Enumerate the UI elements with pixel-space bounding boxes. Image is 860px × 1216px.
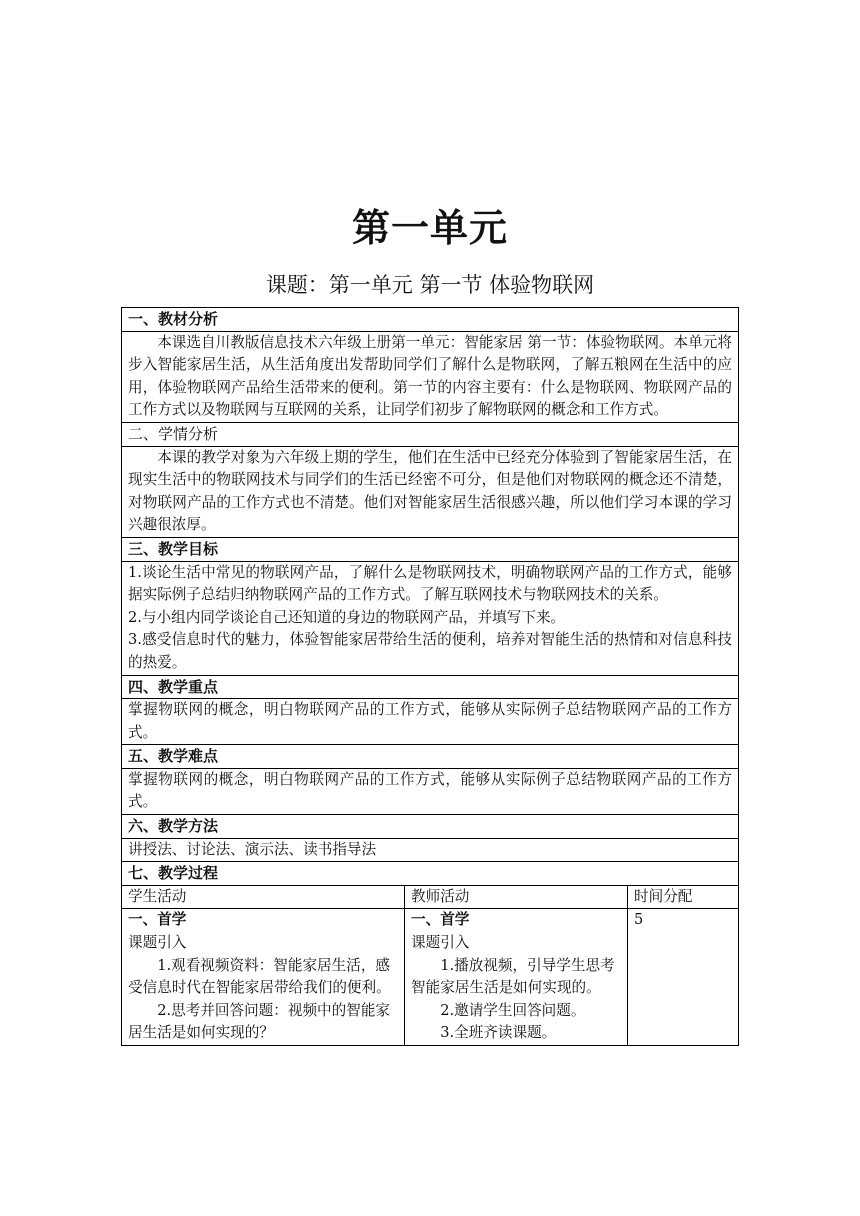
table-row bbox=[122, 561, 739, 675]
section-heading-teaching-goals: 三、教学目标 bbox=[122, 537, 739, 561]
page-title: 第一单元 bbox=[351, 205, 508, 250]
table-row bbox=[122, 699, 739, 745]
column-header-teacher-activity: 教师活动 bbox=[405, 885, 628, 909]
column-header-student-activity: 学生活动 bbox=[122, 885, 405, 909]
student-step-subtitle: 课题引入 bbox=[128, 934, 187, 952]
table-row bbox=[122, 768, 739, 814]
student-activity-cell bbox=[122, 909, 405, 1046]
student-step-title: 一、首学 bbox=[128, 911, 187, 929]
textbook-analysis-text: 本课选自川教版信息技术六年级上册第一单元：智能家居 第一节：体验物联网。本单元将步入智能家居生活，从生活角度出发帮助同学们了解什么是物联网，了解五粮网在生活中的应用，体验物联网产品给生活带来的便利。第一节的内容主要有：什么是物联网、物联网产品的工作方式以及物联网与互联网的关系，让同学们初步了解物联网的概念和工作方式。 bbox=[128, 333, 733, 419]
table-row bbox=[122, 815, 739, 839]
time-allocation-value: 5 bbox=[634, 911, 644, 929]
lesson-plan-table bbox=[121, 307, 739, 1046]
table-row bbox=[122, 909, 739, 1046]
section-heading-difficult-points: 五、教学难点 bbox=[122, 745, 739, 769]
section-body-methods bbox=[122, 838, 739, 862]
table-row bbox=[122, 838, 739, 862]
key-points-text: 掌握物联网的概念，明白物联网产品的工作方式，能够从实际例子总结物联网产品的工作方式。 bbox=[128, 701, 733, 741]
section-body-difficult-points bbox=[122, 768, 739, 814]
table-row bbox=[122, 745, 739, 769]
difficult-points-text: 掌握物联网的概念，明白物联网产品的工作方式，能够从实际例子总结物联网产品的工作方式。 bbox=[128, 770, 733, 811]
table-row bbox=[122, 862, 739, 886]
column-header-time: 时间分配 bbox=[628, 885, 739, 909]
table-row bbox=[122, 537, 739, 561]
student-activity-item: 2.思考并回答问题：视频中的智能家居生活是如何实现的？ bbox=[128, 1001, 391, 1042]
table-row bbox=[122, 446, 739, 537]
table-row bbox=[122, 331, 739, 422]
lesson-title: 课题：第一单元 第一节 体验物联网 bbox=[265, 273, 595, 297]
section-heading-key-points: 四、教学重点 bbox=[122, 675, 739, 699]
table-row bbox=[122, 422, 739, 446]
teaching-goal-item: 3.感受信息时代的魅力，体验智能家居带给生活的便利，培养对智能生活的热情和对信息科技的热爱。 bbox=[128, 631, 733, 671]
section-body-textbook-analysis bbox=[122, 331, 739, 422]
teacher-activity-item: 1.播放视频，引导学生思考智能家居生活是如何实现的。 bbox=[411, 956, 615, 997]
table-row bbox=[122, 675, 739, 699]
student-activity-item: 1.观看视频资料：智能家居生活，感受信息时代在智能家居带给我们的便利。 bbox=[128, 956, 391, 997]
section-body-student-analysis bbox=[122, 446, 739, 537]
table-row bbox=[122, 308, 739, 332]
teacher-activity-item: 3.全班齐读课题。 bbox=[440, 1024, 557, 1042]
teacher-activity-item: 2.邀请学生回答问题。 bbox=[440, 1001, 586, 1019]
student-analysis-text: 本课的教学对象为六年级上期的学生，他们在生活中已经充分体验到了智能家居生活，在现实生活中的物联网技术与同学们的生活已经密不可分，但是他们对物联网的概念还不清楚，对物联网产品的工作方式也不清楚。他们对智能家居生活很感兴趣，所以他们学习本课的学习兴趣很浓厚。 bbox=[128, 448, 733, 534]
section-body-key-points bbox=[122, 699, 739, 745]
teaching-goal-item: 2.与小组内同学谈论自己还知道的身边的物联网产品，并填写下来。 bbox=[128, 608, 566, 626]
section-body-teaching-goals bbox=[122, 561, 739, 675]
teacher-step-title: 一、首学 bbox=[411, 911, 470, 929]
teacher-activity-cell bbox=[405, 909, 628, 1046]
section-heading-student-analysis: 二、学情分析 bbox=[122, 422, 739, 446]
time-allocation-cell bbox=[628, 909, 739, 1046]
methods-text: 讲授法、讨论法、演示法、读书指导法 bbox=[128, 840, 377, 858]
section-heading-methods: 六、教学方法 bbox=[122, 815, 739, 839]
teaching-goal-item: 1.谈论生活中常见的物联网产品，了解什么是物联网技术，明确物联网产品的工作方式，能够据实际例子总结归纳物联网产品的工作方式。了解互联网技术与物联网技术的关系。 bbox=[128, 563, 733, 604]
teacher-step-subtitle: 课题引入 bbox=[411, 934, 470, 952]
table-row bbox=[122, 885, 739, 909]
section-heading-process: 七、教学过程 bbox=[122, 862, 739, 886]
section-heading-textbook-analysis: 一、教材分析 bbox=[122, 308, 739, 332]
